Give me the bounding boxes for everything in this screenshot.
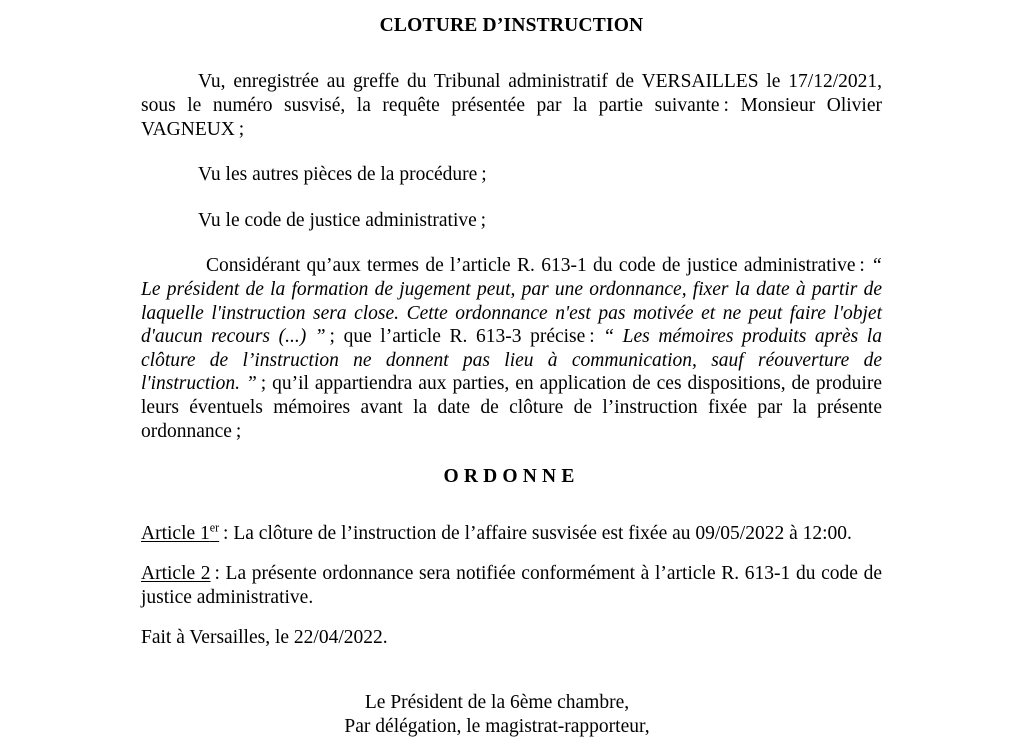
paragraph-vu-requete: Vu, enregistrée au greffe du Tribunal administratif de VERSAILLES le 17/12/2021, sous le numéro susvisé, la requête présentée par la partie suivante : Monsieur Olivier VAGNEUX ; — [141, 71, 882, 140]
article-1-text: : La clôture de l’instruction de l’affaire susvisée est fixée au 09/05/2022 à 12:00. — [219, 522, 852, 544]
article-1 — [141, 522, 882, 546]
signature-line-delegation: Par délégation, le magistrat-rapporteur, — [344, 715, 650, 737]
paragraph-considerant — [141, 254, 882, 443]
quote-open-mark-2: “ — [603, 326, 623, 348]
spacer-5 — [141, 489, 882, 522]
quote-open-mark-1: “ — [871, 255, 882, 277]
quote-article-r613-1: Le président de la formation de jugement peut, par une ordonnance, fixer la date à partir de laquelle l'instruction sera close. Cette ordonnance n'est pas motivée et ne peut faire l'objet d'aucun recours (...) — [141, 278, 882, 348]
ordonne-heading: ORDONNE — [443, 466, 580, 488]
signature-block — [141, 691, 853, 738]
quote-article-r613-3: Les mémoires produits après la clôture de l’instruction ne donnent pas lieu à communication, sauf réouverture de l'instruction. — [141, 326, 882, 395]
spacer-after-title — [141, 37, 882, 70]
article-1-label-superscript: er — [209, 520, 220, 535]
place-and-date: Fait à Versailles, le 22/04/2022. — [141, 627, 388, 649]
paragraph-vu-code: Vu le code de justice administrative ; — [198, 209, 487, 231]
considerant-end-text: ; qu’il appartiendra aux parties, en application de ces dispositions, de produire leurs éventuels mémoires avant la date de clôture de l’instruction fixée par la présente ordonnance ; — [141, 373, 882, 442]
article-1-label-text: Article 1 — [141, 522, 210, 544]
spacer-1 — [141, 141, 882, 163]
article-2-label-text: Article 2 — [141, 563, 211, 585]
page-title: CLOTURE D’INSTRUCTION — [379, 15, 644, 36]
article-2-label — [141, 563, 211, 584]
quote-close-mark-2: ” — [239, 373, 257, 395]
article-2 — [141, 562, 882, 609]
document-body — [141, 0, 882, 650]
considerant-mid-text: ; que l’article R. 613-3 précise : — [325, 326, 604, 348]
article-2-text: : La présente ordonnance sera notifiée conformément à l’article R. 613-1 du code de justice administrative. — [141, 563, 883, 608]
spacer-4 — [141, 443, 882, 465]
spacer-3 — [141, 232, 882, 254]
considerant-intro-text: Considérant qu’aux termes de l’article R. 613-1 du code de justice administrative : — [206, 255, 872, 277]
spacer-7 — [141, 609, 882, 626]
spacer-2 — [141, 187, 882, 209]
article-1-label — [141, 520, 220, 544]
spacer-6 — [141, 545, 882, 562]
signature-line-president: Le Président de la 6ème chambre, — [364, 692, 630, 713]
paragraph-vu-pieces: Vu les autres pièces de la procédure ; — [198, 164, 487, 186]
quote-close-mark-1: ” — [306, 326, 326, 348]
